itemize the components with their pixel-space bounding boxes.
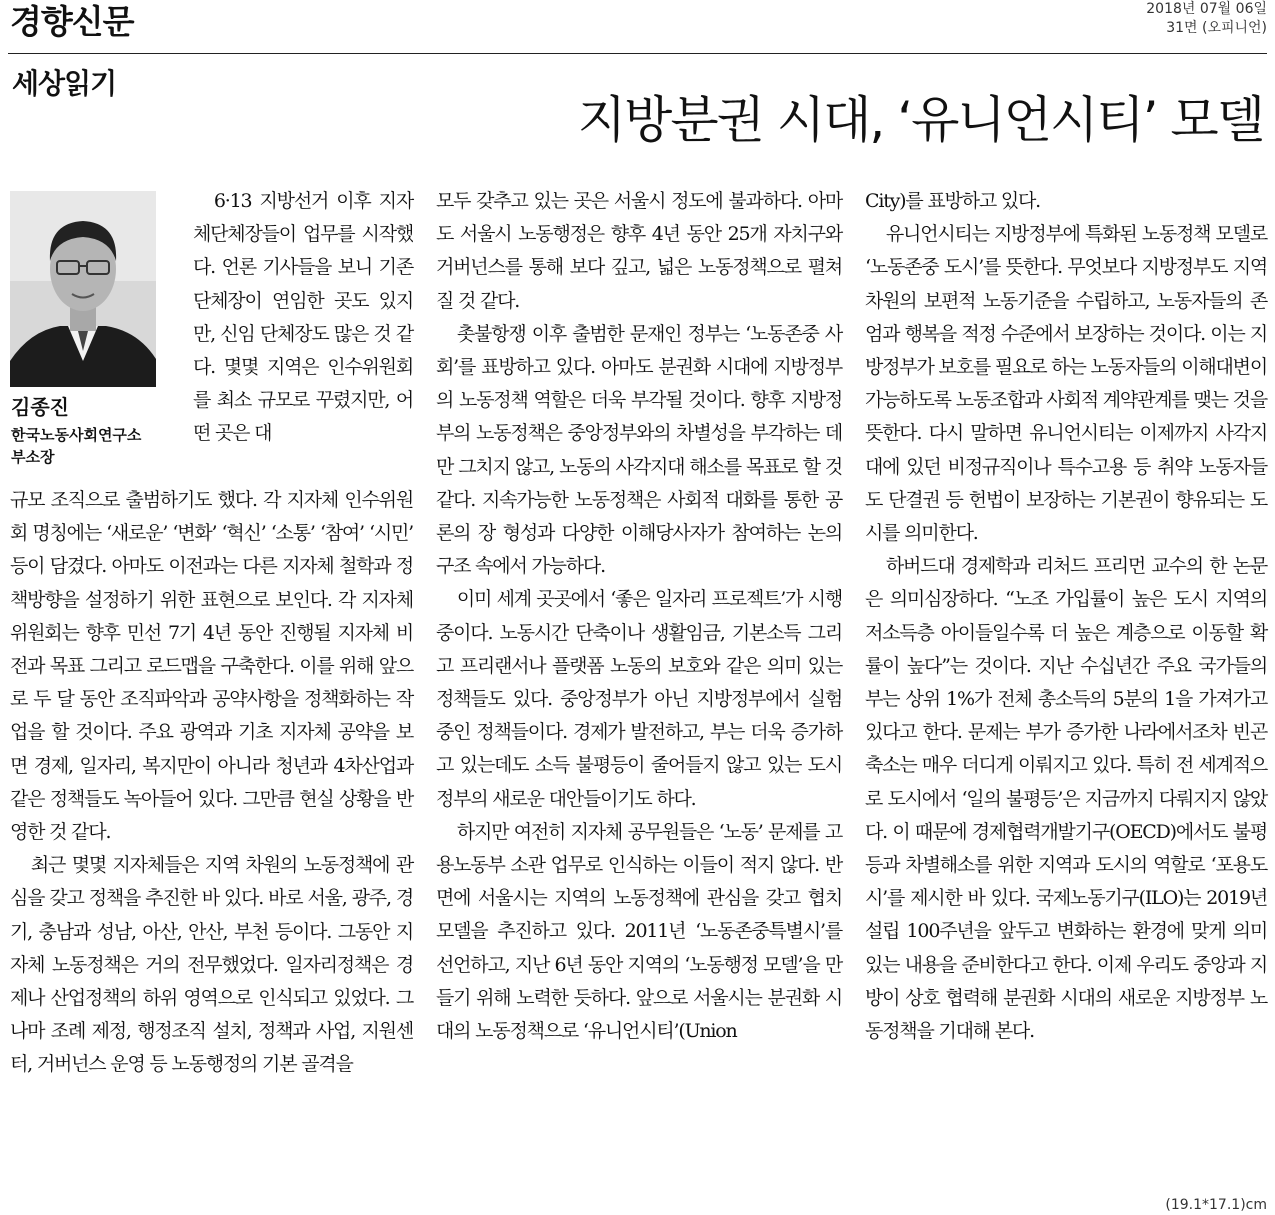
article-paragraph: City)를 표방하고 있다.	[865, 190, 1040, 212]
article-column-1-bottom	[10, 484, 413, 1082]
article-column-3	[865, 185, 1267, 1048]
article-paragraph: 최근 몇몇 지자체들은 지역 차원의 노동정책에 관심을 갖고 정책을 추진한 바 있다. 바로 서울, 광주, 경기, 충남과 성남, 아산, 안산, 부천 등이다. 그동안 지자체 노동정책은 거의 전무했었다. 일자리정책은 경제나 산업정책의 하위 영역으로 인식되고 있었다. 그나마 조례 제정, 행정조직 설치, 정책과 사업, 지원센터, 거버넌스 운영 등 노동행정의 기본 골격을	[10, 854, 413, 1076]
clipping-size-note: (19.1*17.1)cm	[1165, 1197, 1267, 1213]
article-column-2	[436, 185, 842, 1048]
newspaper-masthead: 경향신문	[10, 2, 134, 41]
article-paragraph: 하버드대 경제학과 리처드 프리먼 교수의 한 논문은 의미심장하다. “노조 가입률이 높은 도시 지역의 저소득층 아이들일수록 더 높은 계층으로 이동할 확률이 높다”는 것이다. 지난 수십년간 주요 국가들의 부는 상위 1%가 전체 총소득의 5분의 1을 가져가고 있다고 한다. 문제는 부가 증가한 나라에서조차 빈곤 축소는 매우 더디게 이뤄지고 있다. 특히 전 세계적으로 도시에서 ‘일의 불평등’은 지금까지 다뤄지지 않았다. 이 때문에 경제협력개발기구(OECD)에서도 불평등과 차별해소를 위한 지역과 도시의 역할로 ‘포용도시’를 제시한 바 있다. 국제노동기구(ILO)는 2019년 설립 100주년을 앞두고 변화하는 환경에 맞게 의미 있는 내용을 준비한다고 한다. 이제 우리도 중앙과 지방이 상호 협력해 분권화 시대의 새로운 지방정부 노동정책을 기대해 본다.	[865, 555, 1267, 1043]
author-position-line: 부소장	[11, 448, 55, 466]
article-paragraph: 하지만 여전히 지자체 공무원들은 ‘노동’ 문제를 고용노동부 소관 업무로 인식하는 이들이 적지 않다. 반면에 서울시는 지역의 노동정책에 관심을 갖고 협치 모델을 추진하고 있다. 2011년 ‘노동존중특별시’를 선언하고, 지난 6년 동안 지역의 ‘노동행정 모델’을 만들기 위해 노력한 듯하다. 앞으로 서울시는 분권화 시대의 노동정책으로 ‘유니언시티’(Union	[436, 820, 842, 1043]
page-number: 31면 (오피니언)	[1166, 20, 1267, 36]
article-headline: 지방분권 시대, ‘유니언시티’ 모델	[577, 91, 1263, 149]
article-paragraph: 이미 세계 곳곳에서 ‘좋은 일자리 프로젝트’가 시행 중이다. 노동시간 단축이나 생활임금, 기본소득 그리고 프리랜서나 플랫폼 노동의 보호와 같은 의미 있는 정책들도 있다. 중앙정부가 아닌 지방정부에서 실험 중인 정책들이다. 경제가 발전하고, 부는 더욱 증가하고 있는데도 소득 불평등이 줄어들지 않고 있는 도시 정부의 새로운 대안들이기도 하다.	[436, 588, 842, 810]
article-paragraph: 촛불항쟁 이후 출범한 문재인 정부는 ‘노동존중 사회’를 표방하고 있다. 아마도 분권화 시대에 지방정부의 노동정책 역할은 더욱 부각될 것이다. 향후 지방정부의 노동정책은 중앙정부와의 차별성을 부각하는 데만 그치지 않고, 노동의 사각지대 해소를 목표로 할 것 같다. 지속가능한 노동정책은 사회적 대화를 통한 공론의 장 형성과 다양한 이해당사자가 참여하는 논의구조 속에서 가능하다.	[436, 322, 842, 578]
article-paragraph: 6·13 지방선거 이후 지자체단체장들이 업무를 시작했다. 언론 기사들을 보니 기존 단체장이 연임한 곳도 있지만, 신임 단체장도 많은 것 같다. 몇몇 지역은 인수위원회를 최소 규모로 꾸렸지만, 어떤 곳은 대	[193, 190, 413, 445]
dateline	[1146, 0, 1267, 38]
article-paragraph: 모두 갖추고 있는 곳은 서울시 정도에 불과하다. 아마도 서울시 노동행정은 향후 4년 동안 25개 자치구와 거버넌스를 통해 보다 깊고, 넓은 노동정책으로 펼쳐질 것 같다.	[436, 190, 842, 312]
section-title: 세상읽기	[12, 67, 117, 100]
article-paragraph: 규모 조직으로 출범하기도 했다. 각 지자체 인수위원회 명칭에는 ‘새로운’ ‘변화’ ‘혁신’ ‘소통’ ‘참여’ ‘시민’ 등이 담겼다. 아마도 이전과는 다른 지자체 철학과 정책방향을 설정하기 위한 표현으로 보인다. 각 지자체 위원회는 향후 민선 7기 4년 동안 진행될 지자체 비전과 목표 그리고 로드맵을 구축한다. 이를 위해 앞으로 두 달 동안 조직파악과 공약사항을 정책화하는 작업을 할 것이다. 주요 광역과 기초 지자체 공약을 보면 경제, 일자리, 복지만이 아니라 청년과 4차산업과 같은 정책들도 녹아들어 있다. 그만큼 현실 상황을 반영한 것 같다.	[10, 489, 413, 844]
author-portrait-image	[10, 191, 156, 387]
masthead-rule	[8, 53, 1267, 54]
publish-date: 2018년 07월 06일	[1146, 1, 1267, 17]
author-affiliation	[11, 424, 141, 468]
author-name: 김종진	[11, 395, 69, 419]
author-org-line: 한국노동사회연구소	[11, 426, 142, 444]
article-paragraph: 유니언시티는 지방정부에 특화된 노동정책 모델로 ‘노동존중 도시’를 뜻한다. 무엇보다 지방정부도 지역 차원의 보편적 노동기준을 수립하고, 노동자들의 존엄과 행복을 적정 수준에서 보장하는 것이다. 이는 지방정부가 보호를 필요로 하는 노동자들의 이해대변이 가능하도록 노동조합과 사회적 계약관계를 맺는 것을 뜻한다. 다시 말하면 유니언시티는 이제까지 사각지대에 있던 비정규직이나 특수고용 등 취약 노동자들도 단결권 등 헌법이 보장하는 기본권이 향유되는 도시를 의미한다.	[865, 223, 1267, 545]
author-photo	[10, 191, 156, 387]
article-column-1-top	[193, 185, 413, 451]
